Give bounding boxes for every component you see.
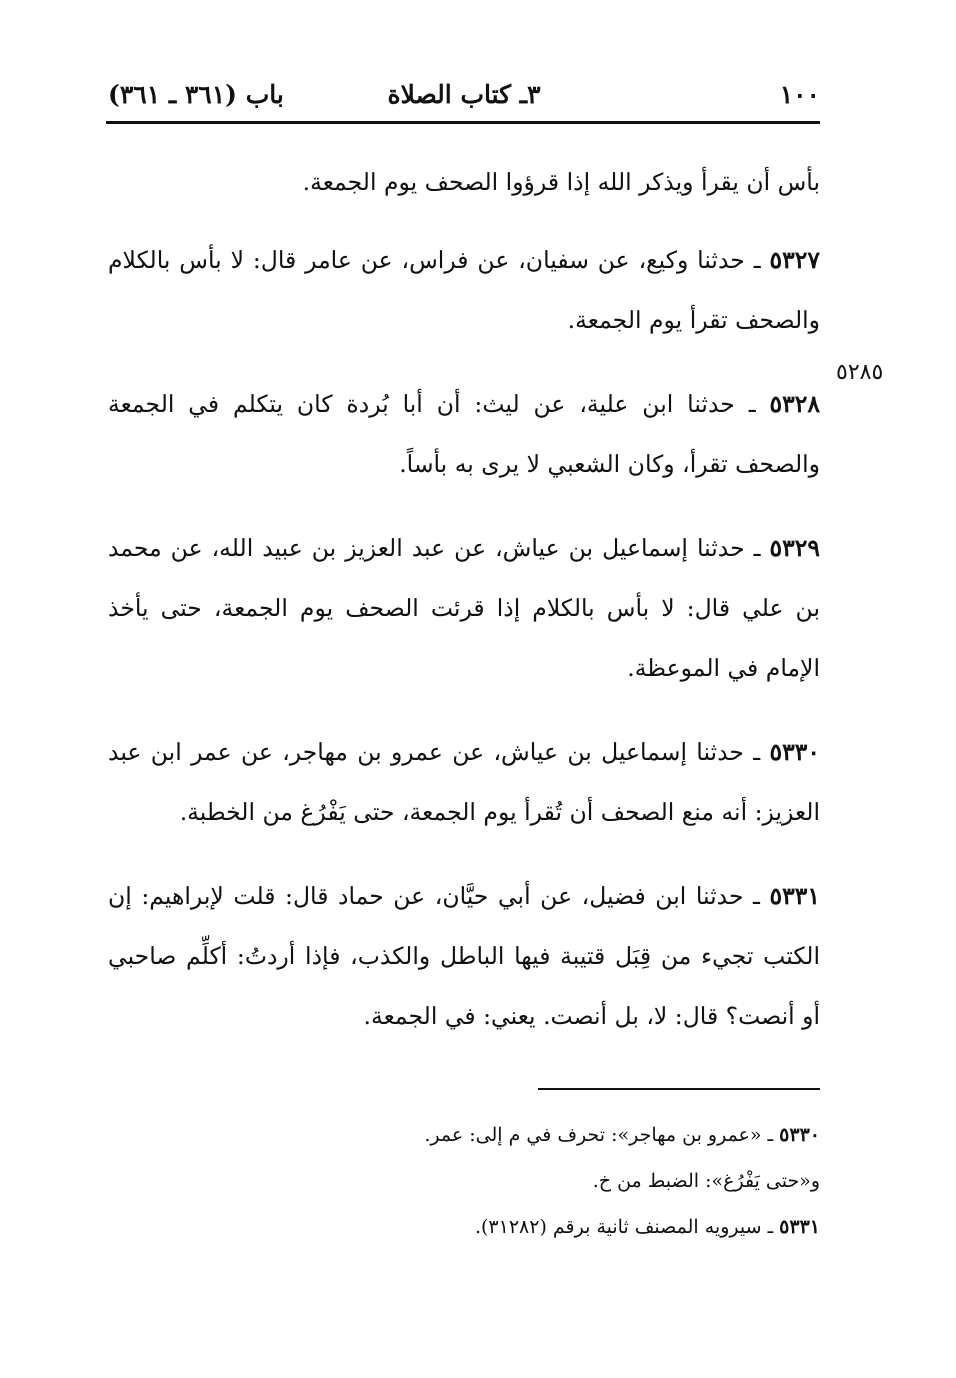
paragraph-text: بأس أن يقرأ ويذكر الله إذا قرؤوا الصحف يوم الجمعة.: [302, 168, 820, 196]
hadith-paragraph: [108, 866, 820, 1046]
hadith-number: ٥٣٢٨: [769, 390, 820, 418]
footnote-number: ٥٣٣١: [779, 1216, 820, 1238]
footnote: [300, 1158, 820, 1204]
hadith-paragraph: [108, 722, 820, 842]
page-number: ١٠٠: [779, 80, 820, 109]
paragraph-text: ـ حدثنا ابن علية، عن ليث: أن أبا بُردة كان يتكلم في الجمعة والصحف تقرأ، وكان الشعبي لا يرى به بأساً.: [108, 390, 820, 478]
footnote: [300, 1112, 820, 1158]
hadith-paragraph: [108, 518, 820, 698]
hadith-number: ٥٣٣٠: [769, 738, 820, 766]
footnote-text: ـ سيرويه المصنف ثانية برقم (٣١٢٨٢).: [474, 1216, 780, 1238]
footnotes: [300, 1112, 820, 1250]
hadith-paragraph: [108, 230, 820, 350]
hadith-number: ٥٣٢٩: [769, 534, 820, 562]
book-title: ٣ـ كتاب الصلاة: [387, 80, 541, 109]
page-header: [108, 74, 820, 118]
hadith-number: ٥٣٣١: [769, 882, 820, 910]
footnote-rule: [538, 1088, 820, 1090]
paragraph-text: ـ حدثنا ابن فضيل، عن أبي حيَّان، عن حماد قال: قلت لإبراهيم: إن الكتب تجيء من قِبَل قتيبة فيها الباطل والكذب، فإذا أردتُ: أكلِّم صاحبي أو أنصت؟ قال: لا، بل أنصت. يعني: في الجمعة.: [108, 882, 820, 1030]
footnote-text: و«حتى يَفْرُغ»: الضبط من خ.: [592, 1170, 820, 1192]
hadith-number: ٥٣٢٧: [769, 246, 820, 274]
footnote: [300, 1204, 820, 1250]
paragraph-text: ـ حدثنا إسماعيل بن عياش، عن عمرو بن مهاجر، عن عمر ابن عبد العزيز: أنه منع الصحف أن تُقرأ يوم الجمعة، حتى يَفْرُغ من الخطبة.: [108, 738, 820, 826]
hadith-paragraph: [108, 374, 820, 494]
footnote-text: ـ «عمرو بن مهاجر»: تحرف في م إلى: عمر.: [424, 1124, 780, 1146]
chapter-heading: باب (٣٦١ ـ ٣٦١): [108, 80, 284, 109]
main-text: [108, 152, 820, 1070]
paragraph-continuation: [108, 152, 820, 212]
paragraph-text: ـ حدثنا وكيع، عن سفيان، عن فراس، عن عامر قال: لا بأس بالكلام والصحف تقرأ يوم الجمعة.: [108, 246, 820, 334]
footnote-number: ٥٣٣٠: [779, 1124, 820, 1146]
paragraph-text: ـ حدثنا إسماعيل بن عياش، عن عبد العزيز بن عبيد الله، عن محمد بن علي قال: لا بأس بالكلام إذا قرئت الصحف يوم الجمعة، حتى يأخذ الإمام في الموعظة.: [108, 534, 820, 682]
header-rule: [106, 121, 820, 124]
margin-reference-number: ٥٢٨٥: [836, 360, 884, 385]
